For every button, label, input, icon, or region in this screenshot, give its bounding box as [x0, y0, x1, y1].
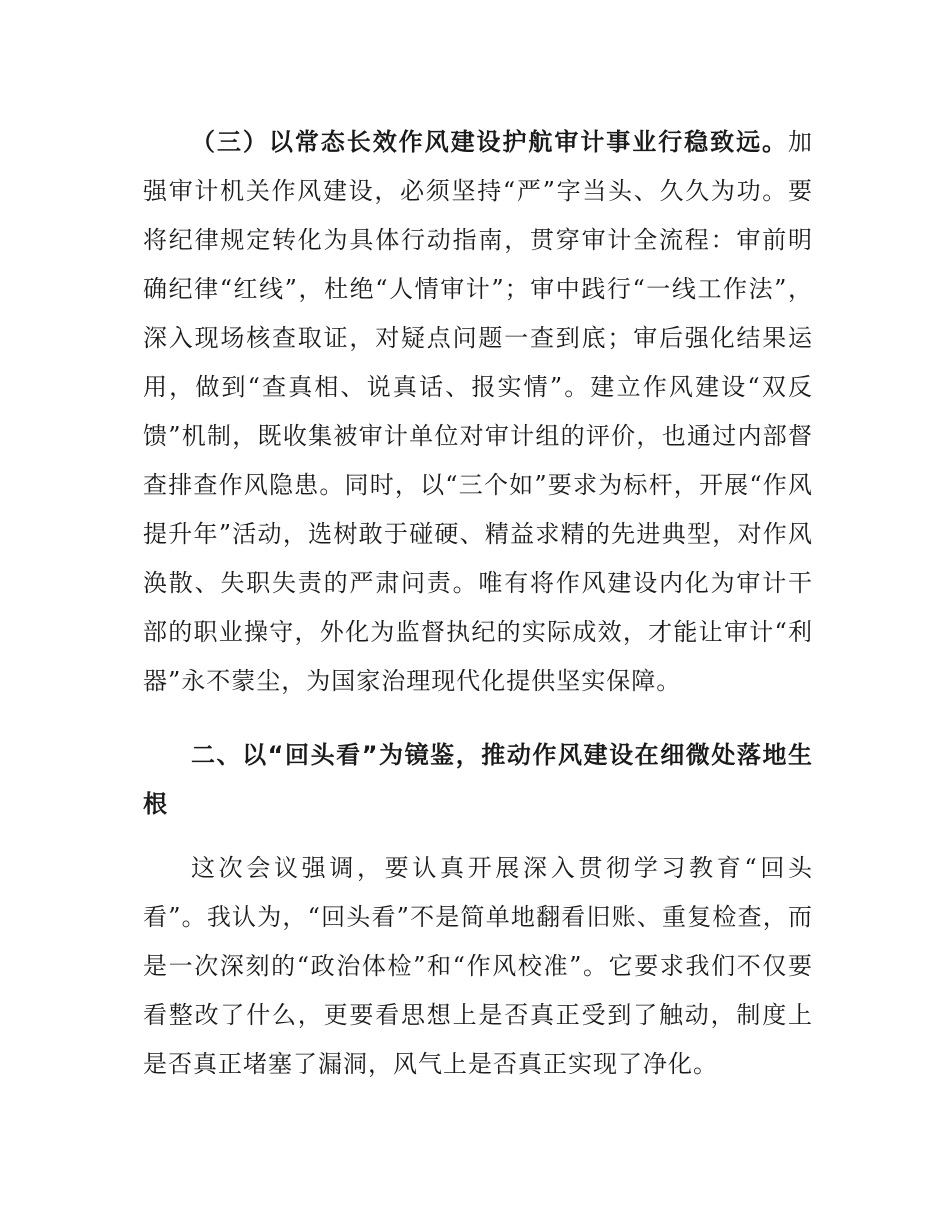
section-three-lead: （三）以常态长效作风建设护航审计事业行稳致远。	[191, 128, 788, 156]
section-three-paragraph	[143, 118, 813, 706]
section-three-body: 加强审计机关作风建设，必须坚持“严”字当头、久久为功。要将纪律规定转化为具体行动指南，贯穿审计全流程：审前明确纪律“红线”，杜绝“人情审计”；审中践行“一线工作法”，深入现场核查取证，对疑点问题一查到底；审后强化结果运用，做到“查真相、说真话、报实情”。建立作风建设“双反馈”机制，既收集被审计单位对审计组的评价，也通过内部督查排查作风隐患。同时，以“三个如”要求为标杆，开展“作风提升年”活动，选树敢于碰硬、精益求精的先进典型，对作风涣散、失职失责的严肃问责。唯有将作风建设内化为审计干部的职业操守，外化为监督执纪的实际成效，才能让审计“利器”永不蒙尘，为国家治理现代化提供坚实保障。	[143, 128, 813, 695]
review-paragraph: 这次会议强调，要认真开展深入贯彻学习教育“回头看”。我认为，“回头看”不是简单地翻看旧账、重复检查，而是一次深刻的“政治体检”和“作风校准”。它要求我们不仅要看整改了什么，更要看思想上是否真正受到了触动，制度上是否真正堵塞了漏洞，风气上是否真正实现了净化。	[143, 854, 813, 1078]
section-heading-two: 二、以“回头看”为镜鉴，推动作风建设在细微处落地生根	[143, 741, 813, 818]
